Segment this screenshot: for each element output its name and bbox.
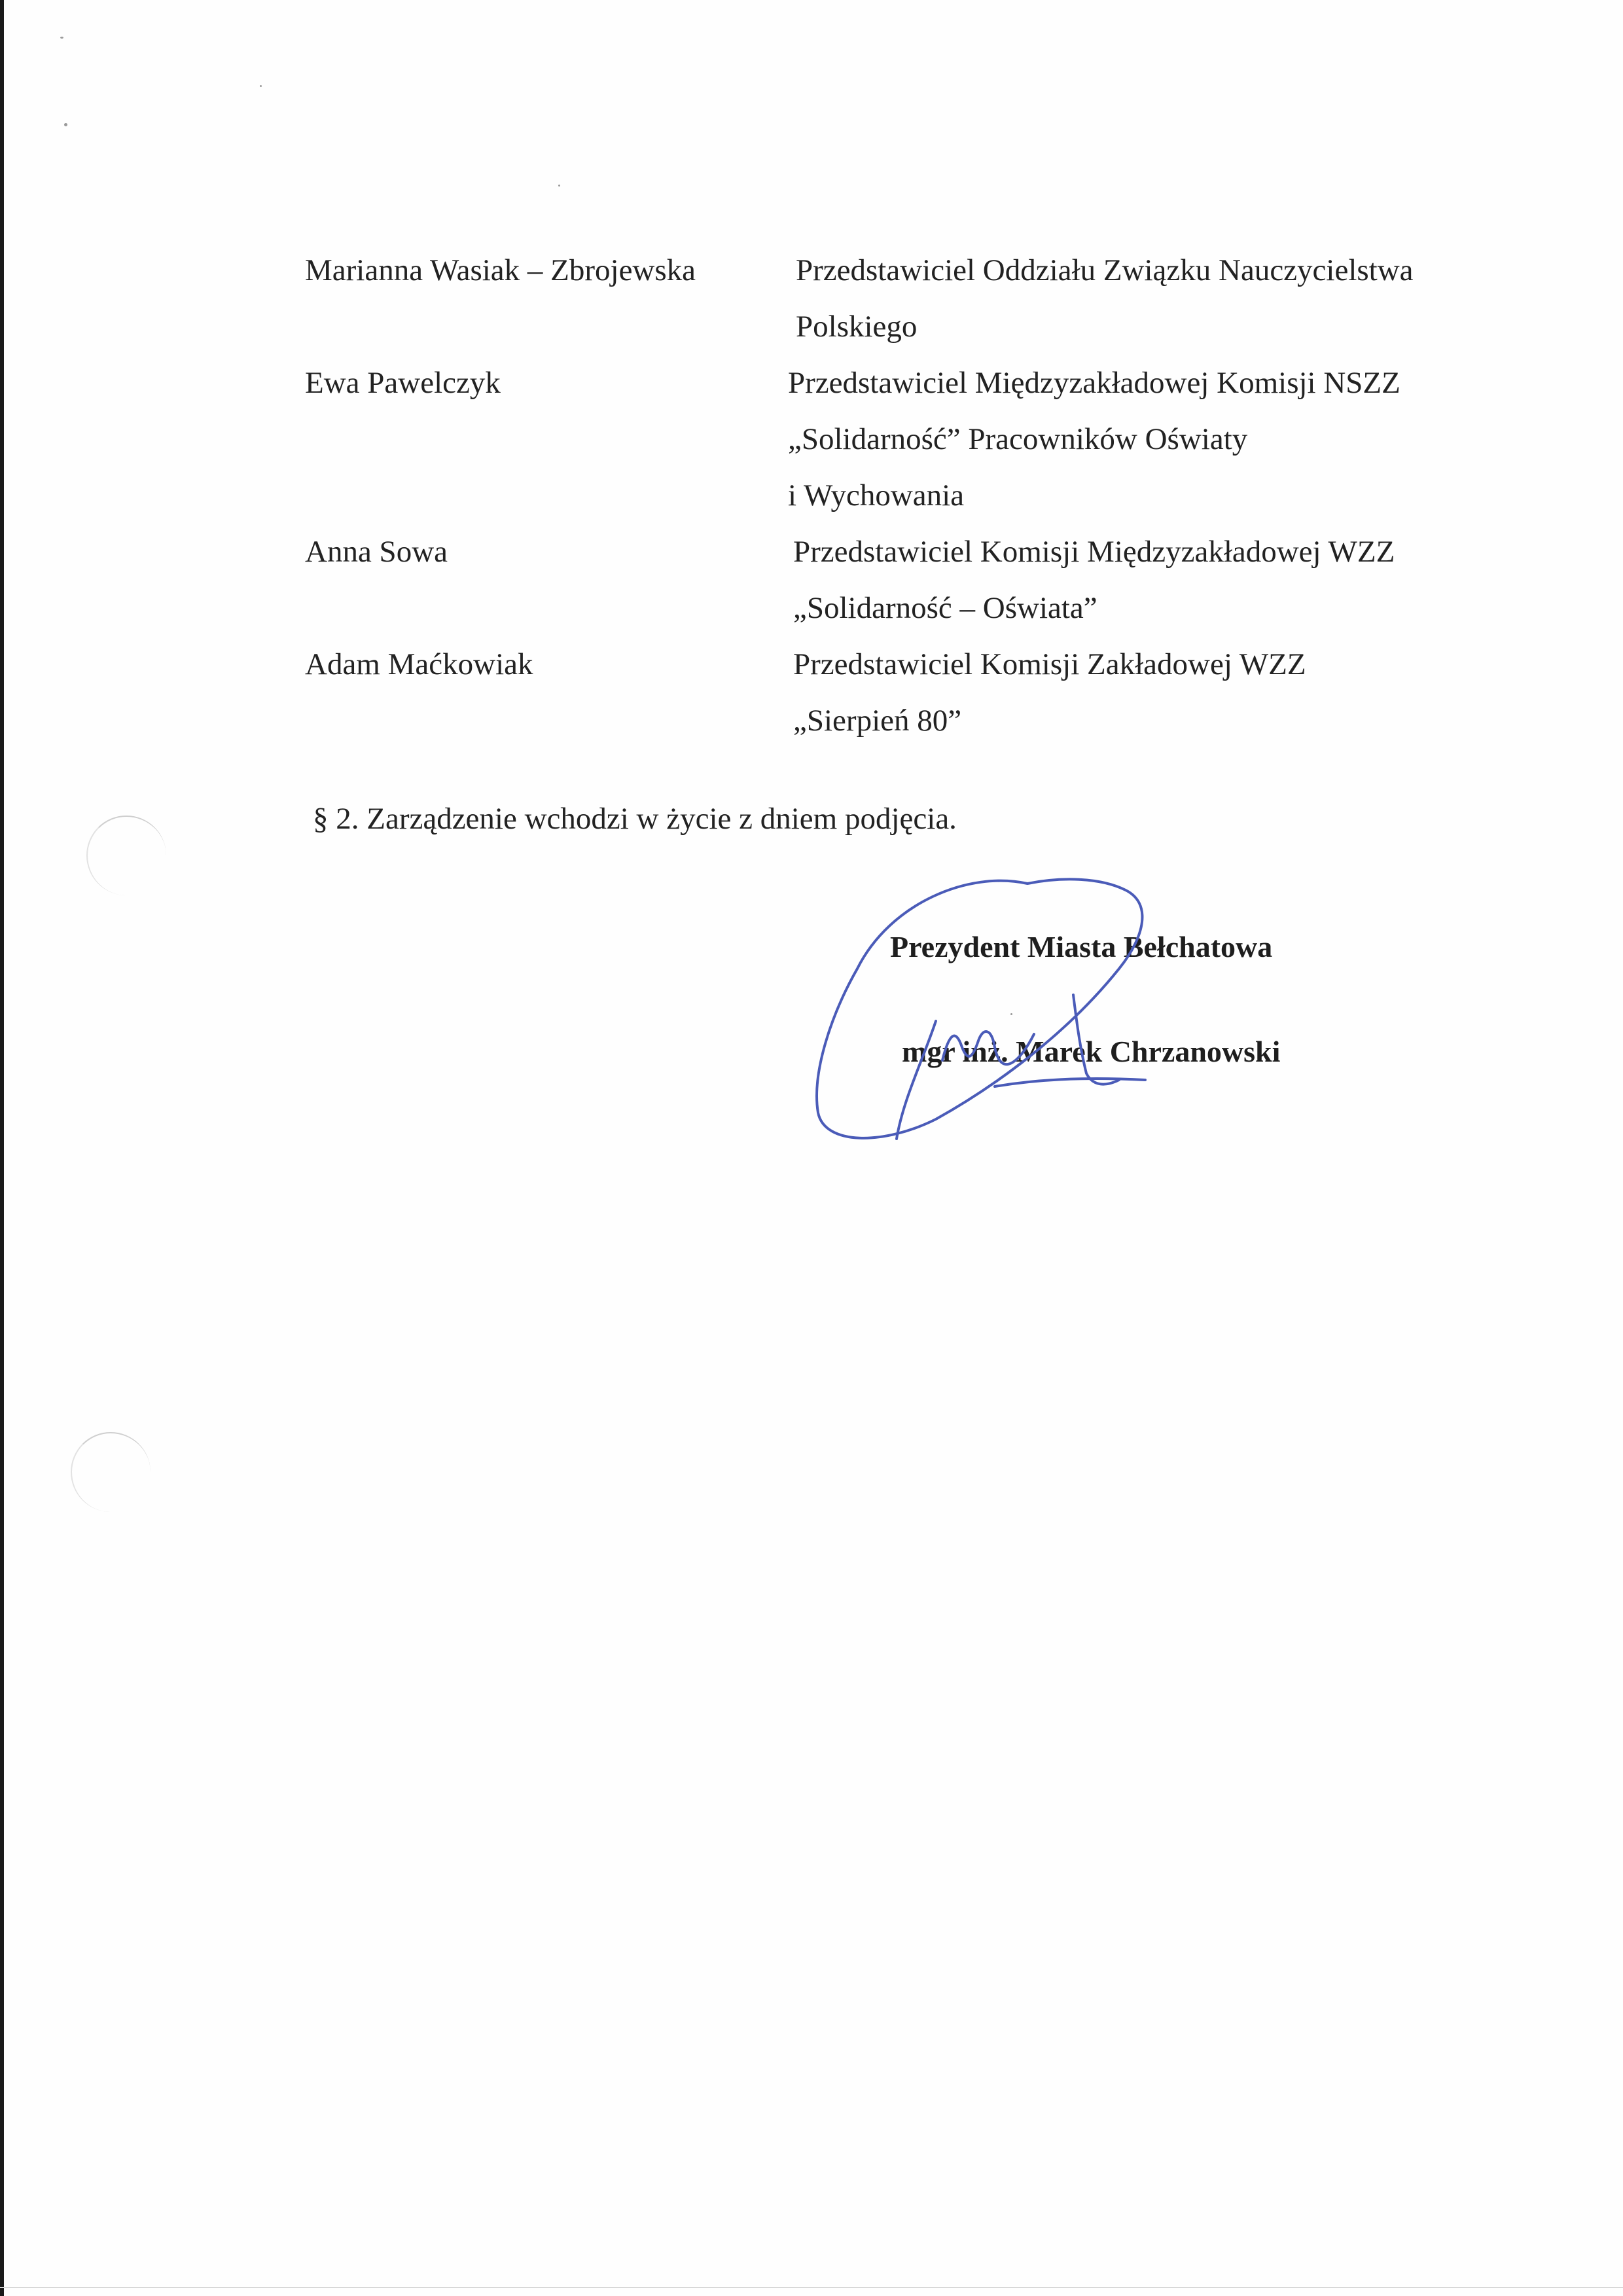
member-role [796, 242, 1529, 355]
role-line: Przedstawiciel Komisji Zakładowej WZZ [793, 647, 1306, 681]
role-line: Przedstawiciel Międzyzakładowej Komisji NSZZ [788, 366, 1400, 400]
handwritten-signature [805, 864, 1171, 1158]
scan-edge-left [0, 0, 4, 2296]
member-role [788, 355, 1521, 524]
role-line: Polskiego [796, 310, 918, 344]
role-line: „Solidarność – Oświata” [793, 591, 1097, 625]
scan-speck [260, 85, 262, 87]
role-line: „Solidarność” Pracowników Oświaty [788, 422, 1248, 456]
role-line: „Sierpień 80” [793, 704, 962, 738]
signature-stroke [995, 1079, 1145, 1086]
scan-speck [558, 185, 560, 187]
scan-speck [60, 37, 63, 39]
member-name: Anna Sowa [305, 535, 448, 569]
role-line: i Wychowania [788, 478, 965, 512]
signature-stroke [942, 1031, 1034, 1064]
scan-speck [64, 123, 67, 126]
signature-stroke [1073, 995, 1119, 1085]
punch-hole [71, 1432, 151, 1512]
signature-stroke [817, 879, 1142, 1138]
punch-hole [86, 816, 166, 895]
signatory-title: Prezydent Miasta Bełchatowa [890, 930, 1273, 963]
signatory-name: mgr inż. Marek Chrzanowski [902, 1035, 1281, 1068]
paragraph-2: § 2. Zarządzenie wchodzi w życie z dniem podjęcia. [313, 802, 957, 836]
member-role [793, 636, 1526, 749]
scan-edge-bottom [0, 2287, 1623, 2288]
member-name: Adam Maćkowiak [305, 647, 533, 681]
member-role [793, 524, 1526, 636]
member-name: Ewa Pawelczyk [305, 366, 501, 400]
member-name: Marianna Wasiak – Zbrojewska [305, 253, 696, 287]
role-line: Przedstawiciel Oddziału Związku Nauczycielstwa [796, 253, 1414, 287]
role-line: Przedstawiciel Komisji Międzyzakładowej WZZ [793, 535, 1395, 569]
